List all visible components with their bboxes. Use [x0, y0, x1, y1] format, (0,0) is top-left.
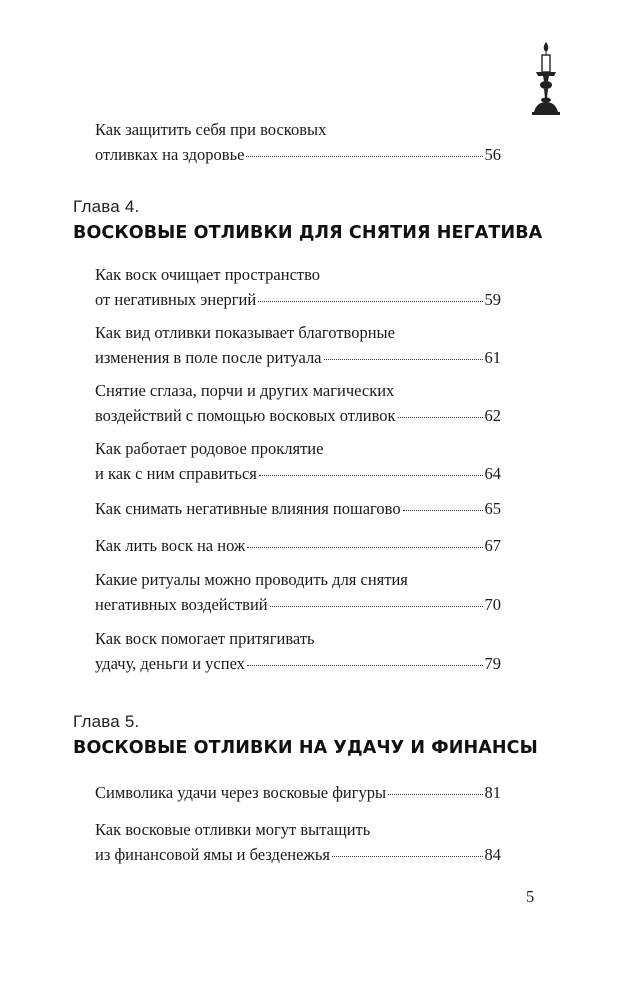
- dot-leader: [258, 301, 482, 302]
- toc-page-number: 84: [484, 845, 501, 864]
- toc-entry-title-line1: Как воск помогает притягивать: [95, 629, 315, 648]
- page-number: 5: [526, 887, 535, 906]
- toc-entry-title-line2: из финансовой ямы и безденежья: [95, 845, 330, 864]
- dot-leader: [398, 417, 483, 418]
- dot-leader: [270, 606, 483, 607]
- dot-leader: [246, 156, 482, 157]
- dot-leader: [247, 547, 482, 548]
- toc-entry-title-line2: удачу, деньги и успех: [95, 654, 245, 673]
- toc-entry-title-line1: Снятие сглаза, порчи и других магических: [95, 381, 395, 400]
- toc-entry-title-line2: негативных воздействий: [95, 595, 268, 614]
- dot-leader: [388, 794, 482, 795]
- chapter-title: ВОСКОВЫЕ ОТЛИВКИ НА УДАЧУ И ФИНАНСЫ: [73, 738, 538, 758]
- toc-entry-title-line2: воздействий с помощью восковых отливок: [95, 406, 396, 425]
- dot-leader: [247, 665, 483, 666]
- toc-page-number: 81: [484, 783, 501, 802]
- toc-entry[interactable]: [95, 817, 501, 867]
- chapter-label: Глава 5.: [73, 712, 140, 731]
- toc-entry[interactable]: [95, 117, 501, 167]
- toc-entry-title: Символика удачи через восковые фигуры: [95, 783, 387, 802]
- toc-entry[interactable]: [95, 496, 501, 521]
- toc-page-number: 70: [484, 595, 501, 614]
- chapter-title: ВОСКОВЫЕ ОТЛИВКИ ДЛЯ СНЯТИЯ НЕГАТИВА: [73, 223, 543, 243]
- toc-entry[interactable]: [95, 567, 501, 617]
- toc-entry[interactable]: [95, 378, 501, 428]
- dot-leader: [324, 359, 483, 360]
- toc-page-number: 67: [484, 536, 501, 555]
- toc-entry-title-line1: Как восковые отливки могут вытащить: [95, 820, 371, 839]
- toc-page-number: 59: [484, 290, 501, 309]
- toc-entry-title-line1: Как работает родовое проклятие: [95, 439, 324, 458]
- toc-entry-title-line2: отливках на здоровье: [95, 145, 245, 164]
- toc-entry-title-line1: Как воск очищает пространство: [95, 265, 321, 284]
- toc-entry-title-line2: от негативных энергий: [95, 290, 257, 309]
- toc-page-number: 62: [484, 406, 501, 425]
- toc-entry[interactable]: [95, 262, 501, 312]
- toc-entry-title-line2: и как с ним справиться: [95, 464, 257, 483]
- chapter-label: Глава 4.: [73, 197, 140, 216]
- dot-leader: [403, 510, 483, 511]
- dot-leader: [332, 856, 483, 857]
- toc-entry-title-line1: Как защитить себя при восковых: [95, 120, 327, 139]
- toc-entry-title-line1: Как вид отливки показывает благотворные: [95, 323, 395, 342]
- toc-page-number: 61: [484, 348, 501, 367]
- candle-icon: [526, 40, 566, 116]
- toc-page-number: 64: [484, 464, 501, 483]
- toc-entry-title: Как лить воск на нож: [95, 536, 246, 555]
- toc-entry-title: Как снимать негативные влияния пошагово: [95, 499, 401, 518]
- toc-page-number: 79: [484, 654, 501, 673]
- toc-entry-title-line2: изменения в поле после ритуала: [95, 348, 322, 367]
- toc-page-number: 65: [484, 499, 501, 518]
- toc-entry[interactable]: [95, 626, 501, 676]
- toc-entry-title-line1: Какие ритуалы можно проводить для снятия: [95, 570, 408, 589]
- dot-leader: [259, 475, 483, 476]
- toc-entry[interactable]: [95, 780, 501, 805]
- toc-entry[interactable]: [95, 533, 501, 558]
- toc-entry[interactable]: [95, 436, 501, 486]
- toc-entry[interactable]: [95, 320, 501, 370]
- toc-page-number: 56: [484, 145, 501, 164]
